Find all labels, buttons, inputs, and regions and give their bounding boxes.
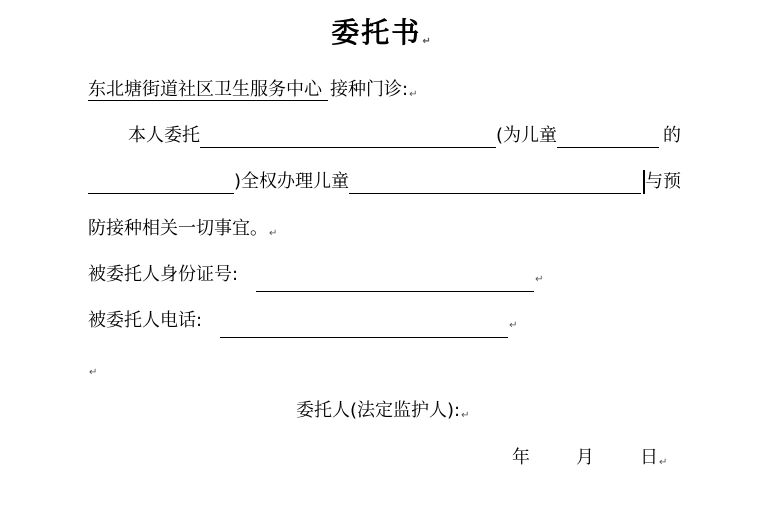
recipient-line <box>88 78 417 107</box>
date-year: 年 <box>512 447 530 468</box>
paragraph-mark: ↵ <box>409 89 418 100</box>
child-name-blank[interactable] <box>349 173 641 194</box>
paragraph-mark: ↵ <box>461 410 470 421</box>
paragraph-mark: ↵ <box>535 274 544 285</box>
of-text: 的 <box>663 125 682 146</box>
paragraph-mark: ↵ <box>509 320 518 331</box>
trustee-phone-blank[interactable] <box>220 317 508 338</box>
paragraph-mark: ↵ <box>89 367 98 378</box>
entrust-line <box>128 124 681 148</box>
recipient-center: 东北塘街道社区卫生服务中心 <box>88 79 328 101</box>
paragraph-mark: ↵ <box>659 457 668 468</box>
empty-paragraph <box>88 356 97 385</box>
relation-blank[interactable] <box>557 127 659 148</box>
and-pre-text: 与预 <box>645 171 682 192</box>
document-title <box>0 13 764 62</box>
trustee-id-line <box>88 263 543 292</box>
principal-line <box>296 399 470 428</box>
for-child-text: (为儿童 <box>496 125 558 146</box>
trustee-id-blank[interactable] <box>256 271 534 292</box>
principal-label: 委托人(法定监护人): <box>296 400 461 421</box>
date-line <box>512 446 667 475</box>
title-text: 委托书 <box>331 16 422 49</box>
recipient-clinic: 接种门诊: <box>330 79 409 100</box>
trustee-name-blank[interactable] <box>200 127 496 148</box>
trustee-phone-line <box>88 309 517 338</box>
paragraph-mark: ↵ <box>422 36 433 47</box>
matters-text: 防接种相关一切事宜。 <box>88 218 268 239</box>
matters-line <box>88 217 277 246</box>
authority-line <box>88 170 681 194</box>
trustee-phone-label: 被委托人电话: <box>88 310 203 331</box>
full-authority-text: )全权办理儿童 <box>234 171 350 192</box>
date-day: 日 <box>640 447 658 468</box>
date-month: 月 <box>576 447 594 468</box>
trustee-id-label: 被委托人身份证号: <box>88 264 239 285</box>
relation-blank-cont[interactable] <box>88 173 234 194</box>
entrust-text: 本人委托 <box>128 125 200 146</box>
paragraph-mark: ↵ <box>269 228 278 239</box>
